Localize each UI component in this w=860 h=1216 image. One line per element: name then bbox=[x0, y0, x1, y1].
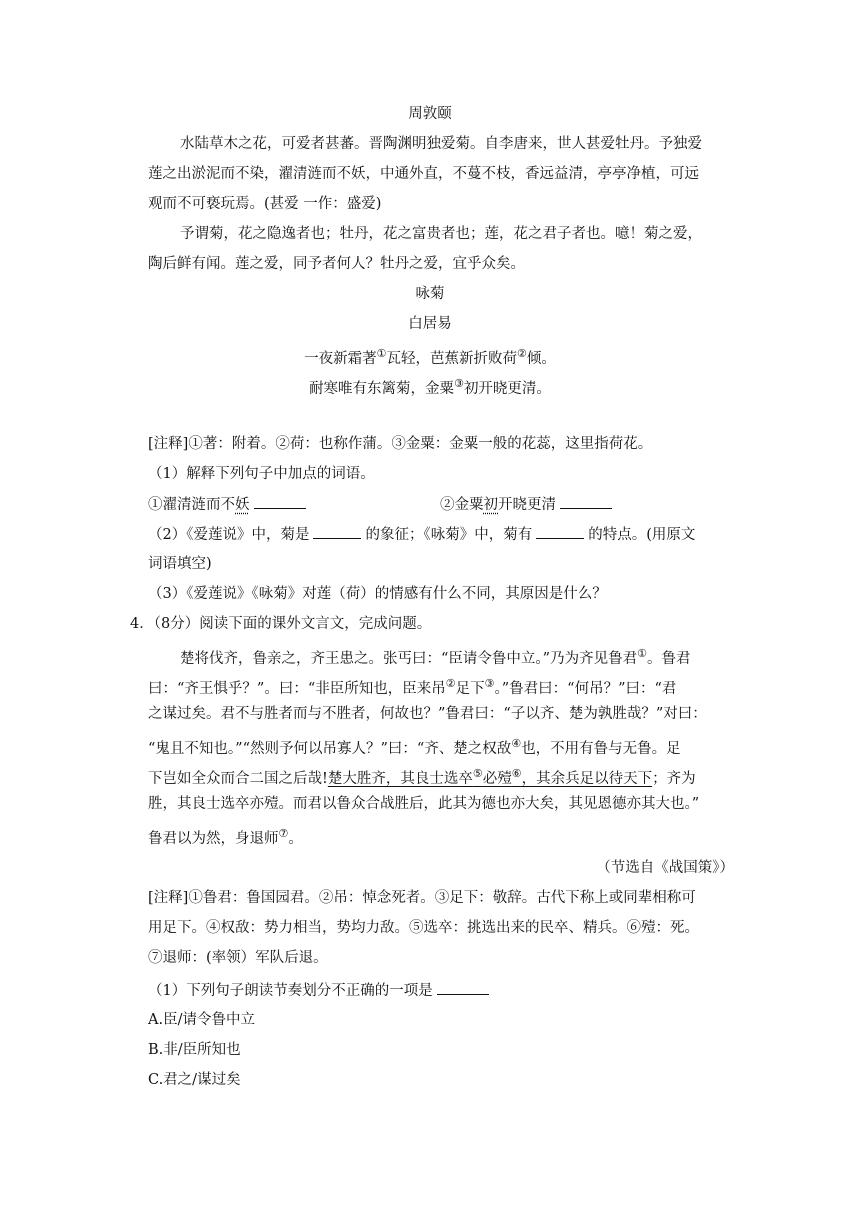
notes-line: [注释]①鲁君：鲁国园君。②吊：悼念死者。③足下：敬辞。古代下称上或同辈相称可 bbox=[148, 890, 696, 906]
answer-blank[interactable] bbox=[254, 494, 306, 509]
passage-line: 曰：“齐王惧乎？”。曰：“非臣所知也，臣来吊②足下③。”鲁君曰：“何吊？”曰：“君 bbox=[148, 677, 677, 697]
question-text: （1）下列句子朗读节奏划分不正确的一项是 bbox=[148, 980, 493, 1001]
answer-blank[interactable] bbox=[437, 980, 489, 995]
passage-line: “鬼且不知也。”“然则予何以吊寡人？”曰：“齐、楚之权敌④也，不用有鲁与无鲁。足 bbox=[148, 737, 681, 757]
passage-line: 胜，其良士选卒亦殪。而君以鲁众合战胜后，此其为德也亦大矣，其见恩德亦其大也。” bbox=[148, 796, 700, 812]
question-item: ①濯清涟而不妖 bbox=[148, 494, 310, 515]
question-heading: 4．（8分）阅读下面的课外文言文，完成问题。 bbox=[130, 616, 432, 632]
passage-line: 观而不可亵玩焉。(甚爱 一作：盛爱) bbox=[148, 196, 382, 212]
answer-blank[interactable] bbox=[560, 494, 612, 509]
source-citation: （节选自《战国策》） bbox=[596, 860, 734, 876]
question-item: ②金粟初开晓更清 bbox=[440, 494, 616, 515]
answer-blank[interactable] bbox=[313, 524, 361, 539]
notes-line: 用足下。④权敌：势力相当，势均力敌。⑤选卒：挑选出来的民卒、精兵。⑥殪：死。 bbox=[148, 920, 699, 936]
passage-line: 水陆草木之花，可爱者甚蕃。晋陶渊明独爱菊。自李唐来，世人甚爱牡丹。予独爱 bbox=[180, 136, 702, 152]
notes-line: ⑦退师：(率领）军队后退。 bbox=[148, 950, 328, 966]
poem2-line: 耐寒唯有东篱菊，金粟③初开晓更清。 bbox=[309, 377, 551, 397]
passage-line: 下岂如全众而合二国之后哉!楚大胜齐，其良士选卒⑤必殪⑥，其余兵足以待天下；齐为 bbox=[148, 767, 696, 787]
passage-line: 鲁君以为然，身退师⑦。 bbox=[148, 827, 303, 847]
passage-line: 楚将伐齐，鲁亲之，齐王患之。张丐曰：“臣请令鲁中立。”乃为齐见鲁君①。鲁君 bbox=[180, 647, 691, 667]
passage-line: 予谓菊，花之隐逸者也；牡丹，花之富贵者也；莲，花之君子者也。噫！菊之爱， bbox=[180, 226, 702, 242]
passage-line: 莲之出淤泥而不染，濯清涟而不妖，中通外直，不蔓不枝，香远益清，亭亭净植，可远 bbox=[148, 166, 699, 182]
option-a[interactable]: A.臣/请令鲁中立 bbox=[148, 1012, 255, 1028]
poem2-author: 白居易 bbox=[408, 316, 452, 332]
passage-line: 之谋过矣。君不与胜者而与不胜者，何故也？”鲁君曰：“子以齐、楚为孰胜哉？”对曰： bbox=[148, 706, 707, 722]
poem1-author: 周敦颐 bbox=[408, 106, 452, 122]
poem2-line: 一夜新霜著①瓦轻，芭蕉新折败荷②倾。 bbox=[304, 347, 556, 367]
option-c[interactable]: C.君之/谋过矣 bbox=[148, 1072, 241, 1088]
question-text: 词语填空) bbox=[148, 556, 212, 572]
option-b[interactable]: B.非/臣所知也 bbox=[148, 1042, 241, 1058]
passage-line: 陶后鲜有闻。莲之爱，同予者何人？牡丹之爱，宜乎众矣。 bbox=[148, 256, 525, 272]
answer-blank[interactable] bbox=[536, 524, 584, 539]
poem2-title: 咏菊 bbox=[415, 286, 445, 302]
notes-line: [注释]①著：附着。②荷：也称作蒲。③金粟：金粟一般的花蕊，这里指荷花。 bbox=[148, 436, 653, 452]
question-text: （3）《爱莲说》《咏菊》对莲（荷）的情感有什么不同，其原因是什么？ bbox=[148, 586, 607, 602]
underlined-sentence: 楚大胜齐，其良士选卒⑤必殪⑥，其余兵足以待天下 bbox=[327, 767, 653, 787]
question-text: （2）《爱莲说》中，菊是 的象征；《咏菊》中，菊有 的特点。(用原文 bbox=[148, 524, 695, 545]
question-text: （1）解释下列句子中加点的词语。 bbox=[148, 466, 375, 482]
